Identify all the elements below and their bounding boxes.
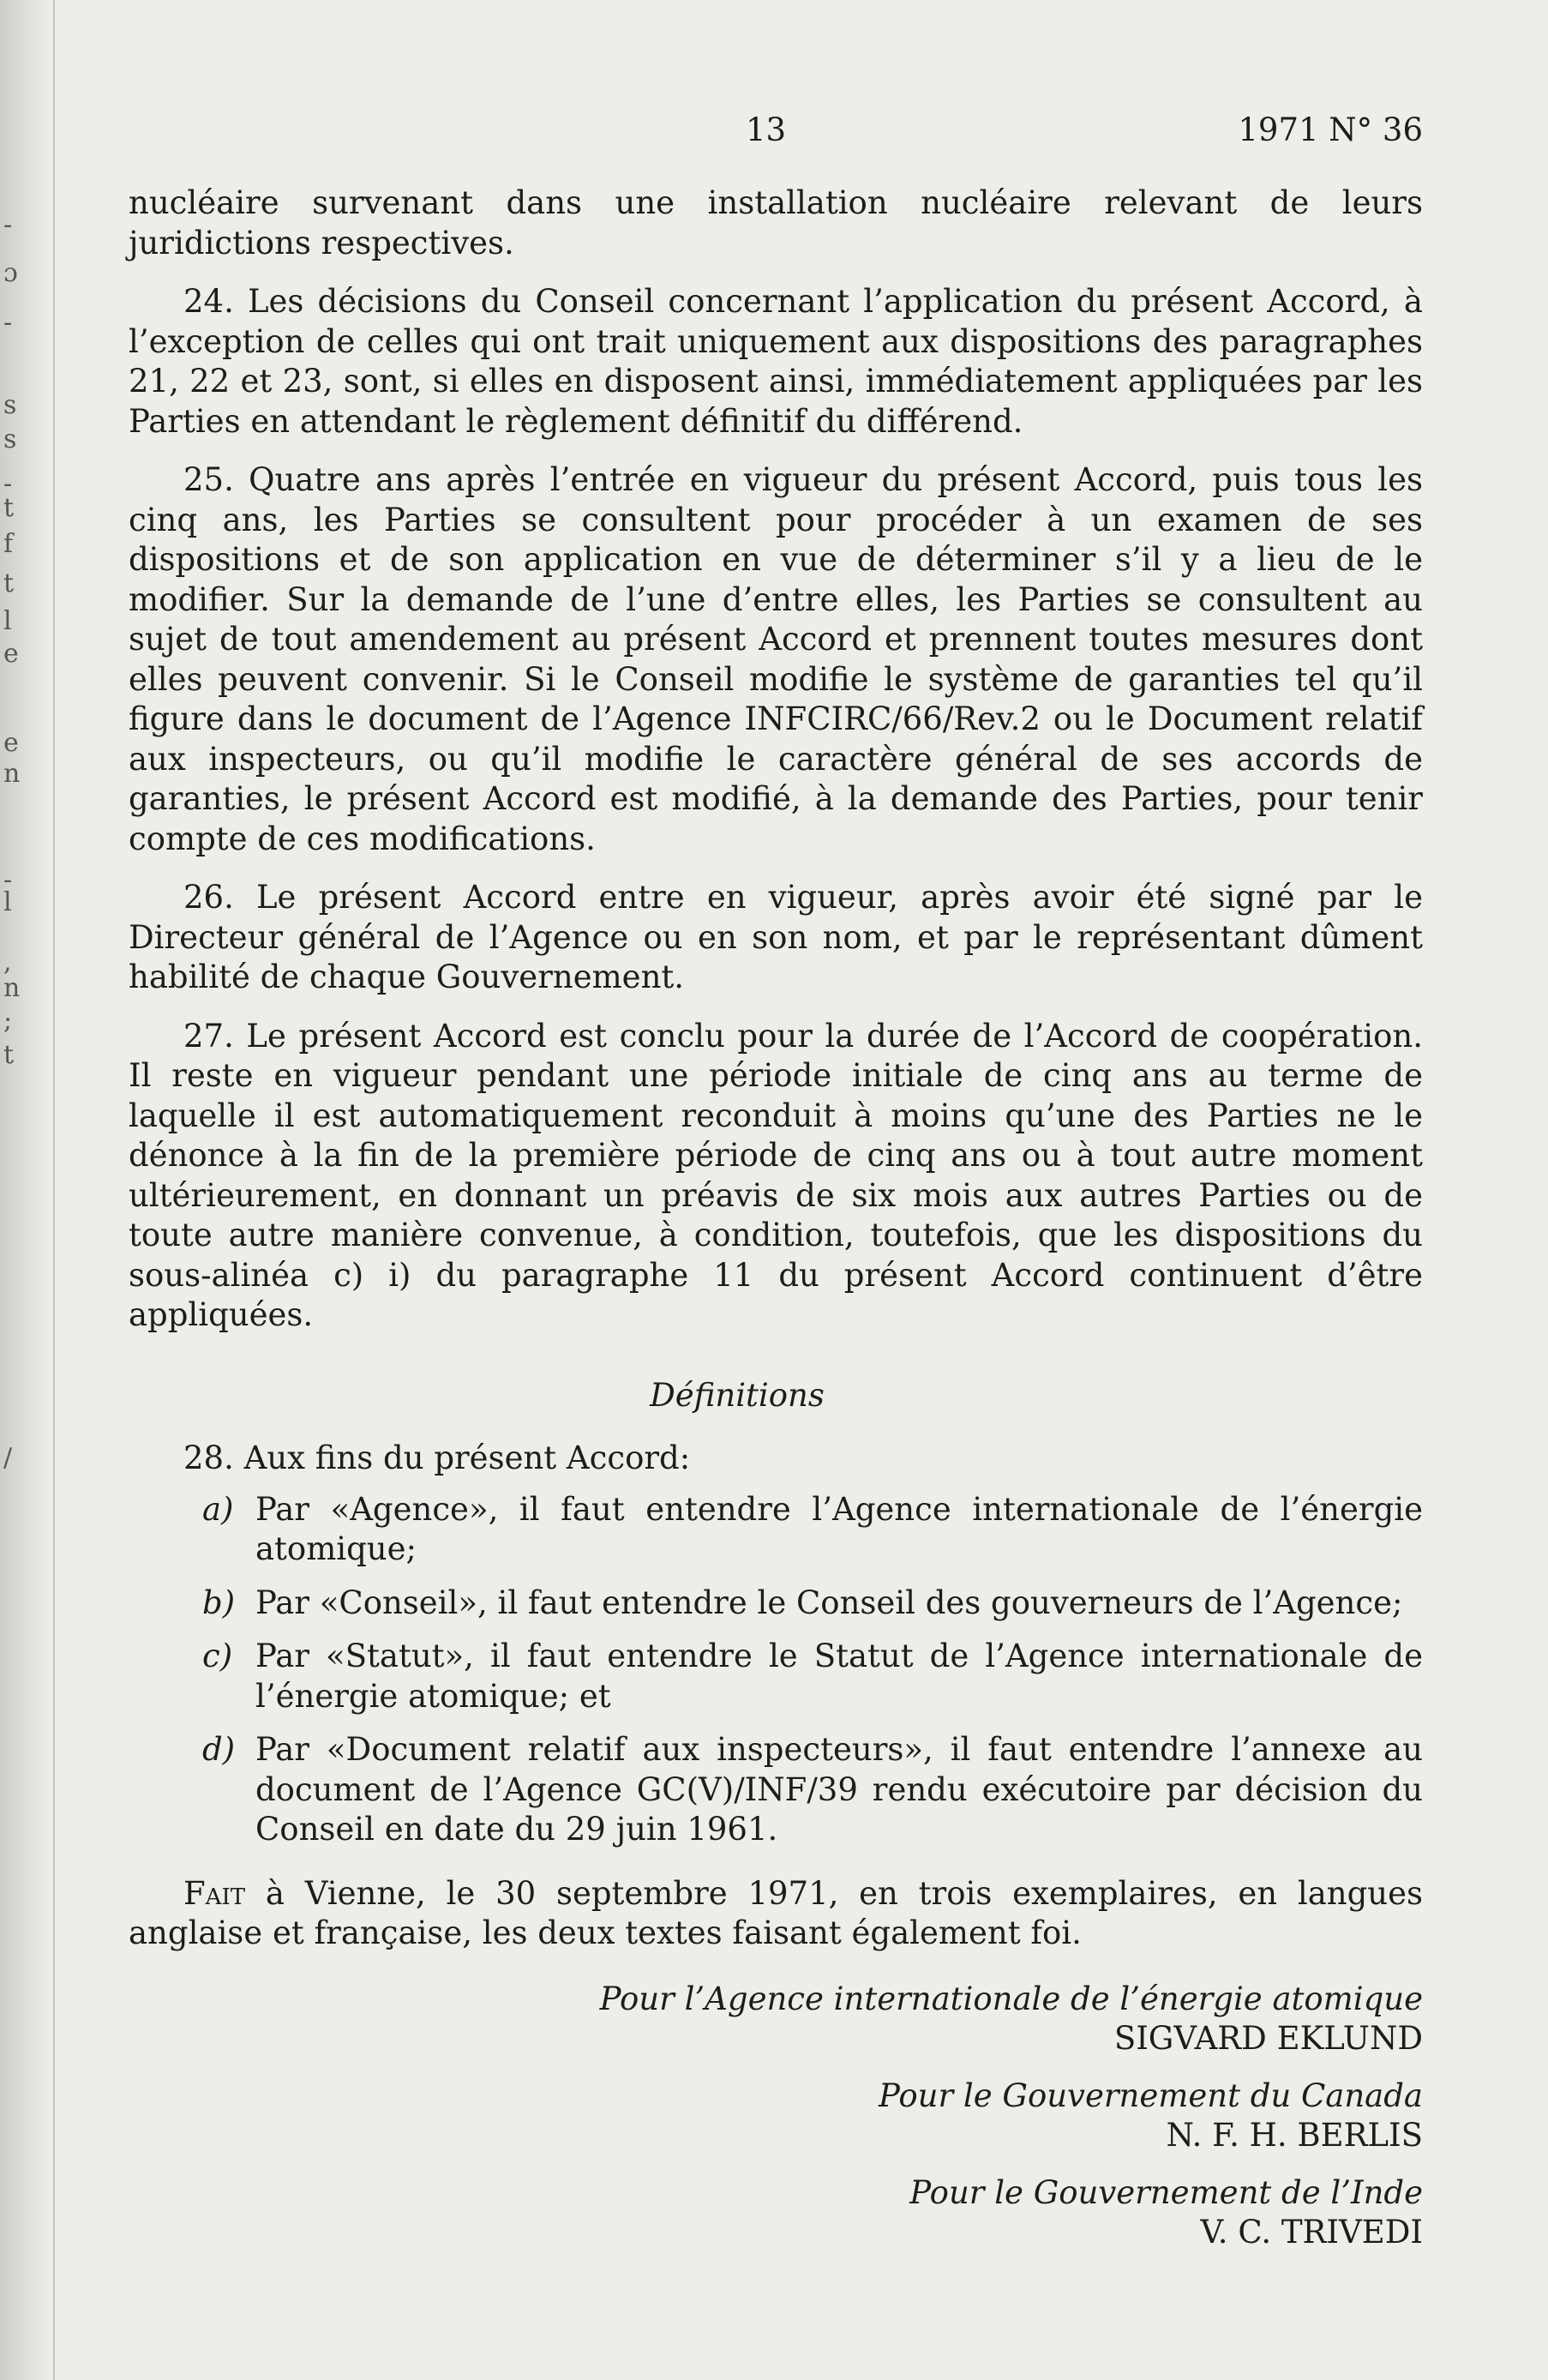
margin-fragment: s [3, 424, 17, 454]
margin-fragment: - [3, 865, 13, 895]
list-item [129, 1730, 1423, 1850]
margin-fragment: e [3, 728, 19, 758]
fait-word: Fait [183, 1874, 246, 1912]
paragraph-continuation: nucléaire survenant dans une installation nucléaire relevant de leurs juridictions respectives. [129, 184, 1423, 261]
item-label: b) [202, 1584, 236, 1621]
margin-fragment: t [3, 568, 15, 598]
margin-fragment: l [3, 887, 12, 917]
signatory-name: N. F. H. BERLIS [1166, 2117, 1423, 2154]
signature [129, 2173, 1423, 2253]
margin-fragment: t [3, 1040, 15, 1070]
item-text: Par «Document relatif aux inspecteurs», il faut entendre l’annexe au document de l’Agence GC(V)/INF/39 rendu exécutoire par décision du Conseil en date du 29 juin 1961. [255, 1731, 1423, 1848]
margin-fragment: f [3, 529, 14, 559]
margin-fragment: / [3, 1443, 13, 1473]
paragraph-26: 26. Le présent Accord entre en vigueur, après avoir été signé par le Directeur général de l’Agence ou en son nom, et par le représentant dûment habilité de chaque Gouvernement. [129, 879, 1423, 995]
definitions-list [129, 1490, 1423, 1850]
margin-fragment: , [3, 947, 12, 977]
signatory-party: Pour le Gouvernement de l’Inde [909, 2173, 1423, 2211]
fait-text: à Vienne, le 30 septembre 1971, en trois exemplaires, en langues anglaise et française, les deux textes faisant également foi. [129, 1874, 1423, 1951]
signatory-party: Pour l’Agence internationale de l’énergie atomique [599, 1980, 1423, 2017]
item-text: Par «Conseil», il faut entendre le Conseil des gouverneurs de l’Agence; [255, 1584, 1403, 1621]
paragraph-28-intro: 28. Aux fins du présent Accord: [183, 1439, 691, 1476]
paragraph-27: 27. Le présent Accord est conclu pour la durée de l’Accord de coopération. Il reste en vigueur pendant une période initiale de cinq ans au terme de laquelle il est automatiquement reconduit à moins qu’une des Parties ne le dénonce à la fin de la première période de cinq ans ou à tout autre moment ultérieurement, en donnant un préavis de six mois aux autres Parties ou de toute autre manière convenue, à condition, toutefois, que les dispositions du sous-alinéa c) i) du paragraphe 11 du présent Accord continuent d’être appliquées. [129, 1017, 1423, 1333]
margin-fragment: ɔ [3, 258, 18, 288]
item-label: d) [202, 1731, 236, 1768]
document-page [129, 111, 1423, 2270]
margin-fragment: l [3, 606, 12, 636]
margin-fragment: n [3, 759, 21, 789]
page-gutter-line [53, 0, 55, 2380]
item-text: Par «Agence», il faut entendre l’Agence internationale de l’énergie atomique; [255, 1490, 1423, 1567]
list-item [129, 1637, 1423, 1716]
definitions-heading: Définitions [650, 1376, 825, 1414]
signatory-name: SIGVARD EKLUND [1113, 2020, 1423, 2057]
paragraph-25: 25. Quatre ans après l’entrée en vigueur du présent Accord, puis tous les cinq ans, les Parties se consultent pour procéder à un examen de ses dispositions et de son application en vue de déterminer s’il y a lieu de le modifier. Sur la demande de l’une d’entre elles, les Parties se consultent au sujet de tout amendement au présent Accord et prennent toutes mesures dont elles peuvent convenir. Si le Conseil modifie le système de garanties tel qu’il figure dans le document de l’Agence INFCIRC/66/Rev.2 ou le Document relatif aux inspecteurs, ou qu’il modifie le caractère général de ses accords de garanties, le présent Accord est modifié, à la demande des Parties, pour tenir compte de ces modifications. [129, 461, 1423, 857]
item-label: a) [202, 1490, 234, 1528]
page-number: 13 [746, 111, 787, 148]
margin-fragment: - [3, 210, 13, 240]
paragraph-24: 24. Les décisions du Conseil concernant l’application du présent Accord, à l’exception de celles qui ont trait uniquement aux dispositions des paragraphes 21, 22 et 23, sont, si elles en disposent ainsi, immédiatement appliquées par les Parties en attendant le règlement définitif du différend. [129, 283, 1423, 440]
margin-fragment: s [3, 390, 17, 420]
closing-paragraph [129, 1874, 1423, 1954]
signature [129, 1980, 1423, 2059]
page-header [129, 111, 1423, 163]
body-text [129, 183, 1423, 1336]
margin-fragment: ; [3, 1006, 13, 1036]
signatory-party: Pour le Gouvernement du Canada [878, 2076, 1423, 2114]
signature-block [129, 1980, 1423, 2253]
margin-fragment: t [3, 493, 15, 523]
margin-fragment: n [3, 973, 21, 1003]
document-reference: 1971 N° 36 [1238, 111, 1423, 148]
margin-fragment: - [3, 469, 13, 499]
margin-fragment: - [3, 308, 13, 338]
item-text: Par «Statut», il faut entendre le Statut de l’Agence internationale de l’énergie atomique; et [255, 1638, 1423, 1715]
margin-fragment: e [3, 639, 19, 669]
signature [129, 2076, 1423, 2156]
item-label: c) [202, 1638, 233, 1674]
book-spine-shadow [0, 0, 53, 2380]
list-item [129, 1584, 1423, 1624]
signatory-name: V. C. TRIVEDI [1200, 2214, 1423, 2251]
list-item [129, 1490, 1423, 1570]
